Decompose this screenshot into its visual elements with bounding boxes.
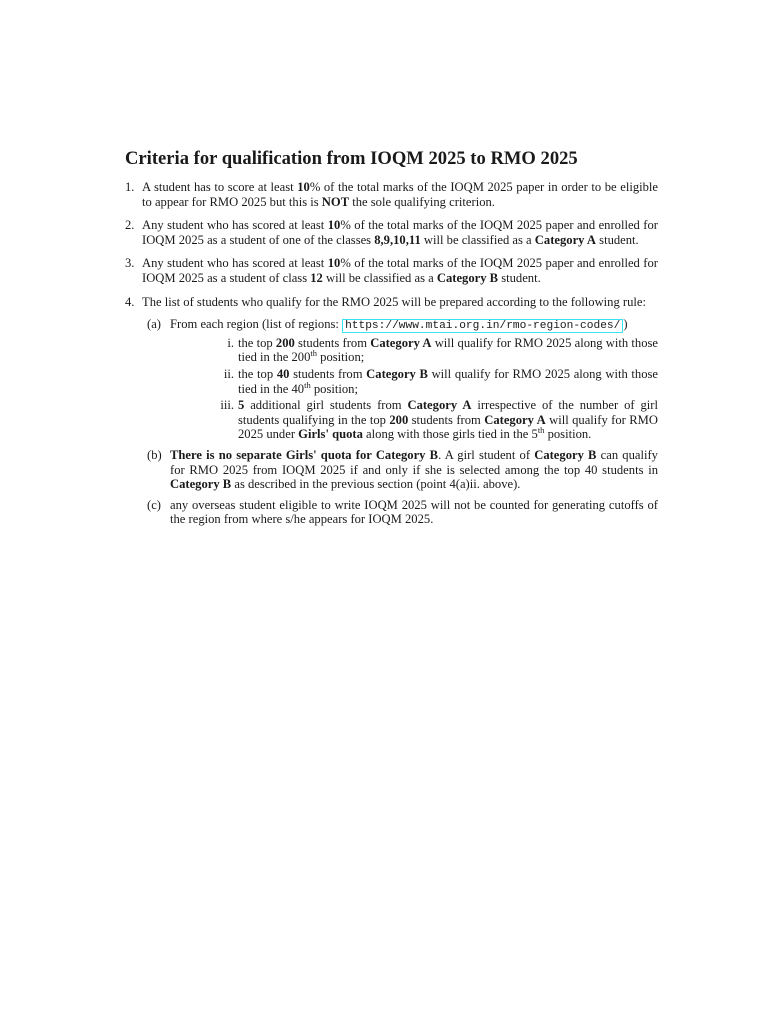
sub-item-b: (b) There is no separate Girls' quota for Category B. A girl student of Category B can qualify for RMO 2025 from IOQM 2025 if and only if she is selected among the top 40 students in Category B as described in the previous section (point 4(a)ii. above). <box>147 447 658 492</box>
item-number: 4. <box>125 294 135 309</box>
list-item-2: 2. Any student who has scored at least 10% of the total marks of the IOQM 2025 paper and enrolled for IOQM 2025 as a student of one of the classes 8,9,10,11 will be classified as a Category A student. <box>125 218 658 247</box>
sub-item-c: (c) any overseas student eligible to write IOQM 2025 will not be counted for generating cutoffs of the region from where s/he appears for IOQM 2025. <box>147 497 658 527</box>
sub-item-label: iii. <box>220 398 234 413</box>
sub-item-label: ii. <box>223 366 234 381</box>
region-codes-link[interactable]: https://www.mtai.org.in/rmo-region-codes/ <box>342 319 623 333</box>
item-number: 3. <box>125 256 135 271</box>
sub-item-label: (c) <box>147 497 161 512</box>
page-title: Criteria for qualification from IOQM 2025 to RMO 2025 <box>125 148 578 169</box>
sub-item-a-ii: ii. the top 40 students from Category B will qualify for RMO 2025 along with those tied in the 40th position; <box>125 367 658 396</box>
list-item-3: 3. Any student who has scored at least 10% of the total marks of the IOQM 2025 paper and enrolled for IOQM 2025 as a student of class 12 will be classified as a Category B student. <box>125 256 658 285</box>
item-number: 2. <box>125 218 135 233</box>
document-body <box>125 148 658 532</box>
item-number: 1. <box>125 180 135 194</box>
sub-item-a: (a) From each region (list of regions: https://www.mtai.org.in/rmo-region-codes/ ) i. the top 200 students from Category A will qualify for RMO 2025 along with those tied in the 200th position; ii. the top 40 students from Category B will qualify for RMO 2025 along with those tied in the 40th position; iii. 5 additional girl students from Category A irrespective of the number of girl students qualifying in the top 200 students from Category A will qualify for RMO 2025 under Girls' quota along with those girls tied in the 5th position. <box>125 317 658 442</box>
list-item-1: 1. A student has to score at least 10% of the total marks of the IOQM 2025 paper in order to be eligible to appear for RMO 2025 but this is NOT the sole qualifying criterion. <box>125 180 658 209</box>
sub-item-label: i. <box>227 335 234 350</box>
sub-item-label: (b) <box>147 447 162 462</box>
sub-item-label: (a) <box>147 317 161 332</box>
sub-item-a-iii: iii. 5 additional girl students from Category A irrespective of the number of girl students qualifying in the top 200 students from Category A will qualify for RMO 2025 under Girls' quota along with those girls tied in the 5th position. <box>125 398 658 442</box>
list-item-4: 4. The list of students who qualify for the RMO 2025 will be prepared according to the following rule: <box>125 294 646 309</box>
sub-item-a-i: i. the top 200 students from Category A will qualify for RMO 2025 along with those tied in the 200th position; <box>125 336 658 365</box>
